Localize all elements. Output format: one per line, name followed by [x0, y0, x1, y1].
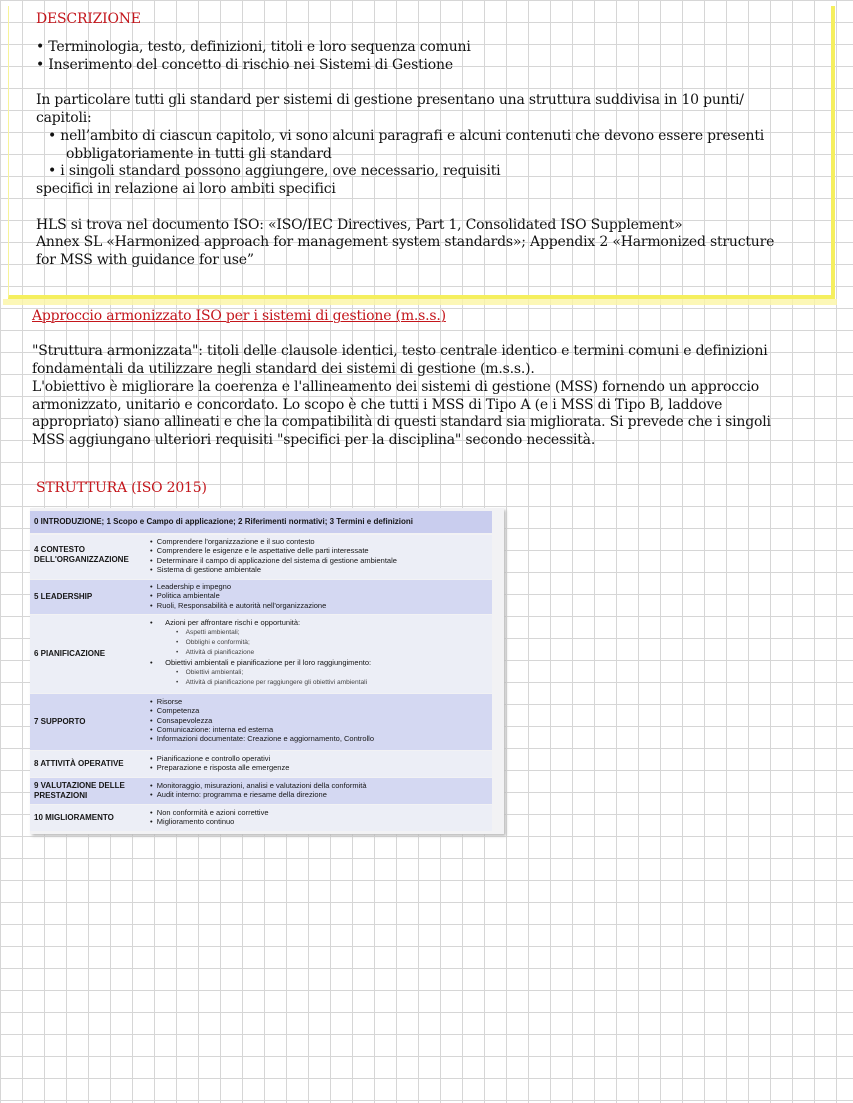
table-header-row	[30, 511, 492, 533]
row-items: • Risorse • Competenza • Consapevolezza • Comunicazione: interna ed esterna • Informazioni documentate: Creazione e aggiornamento, Controllo	[150, 697, 375, 744]
row-item: Sistema di gestione ambientale	[156, 564, 262, 574]
row-items: • Monitoraggio, misurazioni, analisi e valutazioni della conformità • Audit interno: programma e riesame della direzione	[150, 781, 367, 800]
row-item: Monitoraggio, misurazioni, analisi e valutazioni della conformità	[156, 781, 367, 790]
table-row	[30, 615, 492, 693]
row-item: Miglioramento continuo	[156, 817, 235, 827]
row-item: Obblighi e conformità;	[185, 639, 250, 646]
row-item: Audit interno: programma e riesame della direzione	[156, 790, 327, 800]
row-caption: 9 VALUTAZIONE DELLE PRESTAZIONI	[34, 781, 125, 800]
table-row	[30, 751, 492, 777]
row-caption: 6 PIANIFICAZIONE	[34, 649, 106, 658]
row-item: Attività di pianificazione	[185, 649, 255, 656]
table-row	[30, 805, 492, 831]
sub-bullet-item-cont: obbligatoriamente in tutti gli standard	[66, 146, 332, 162]
paragraph-line: specifici in relazione ai loro ambiti specifici	[36, 181, 336, 197]
row-item: Obiettivi ambientali;	[185, 669, 244, 676]
row-items: • Non conformità e azioni correttive • Miglioramento continuo	[150, 808, 269, 827]
row-items: • Comprendere l'organizzazione e il suo contesto • Comprendere le esigenze e le aspettative delle parti interessate • Determinare il campo di applicazione del sistema di gestione ambientale • Sistema di gestione ambientale	[150, 537, 397, 574]
row-caption: 10 MIGLIORAMENTO	[34, 813, 114, 822]
paragraph-line: appropriato) siano allineati e che la compatibilità di questi standard sia migliorata. Si prevede che i singoli	[32, 414, 771, 430]
row-item: Comprendere le esigenze e le aspettative delle parti interessate	[156, 546, 369, 556]
paragraph-line: Annex SL «Harmonized approach for management system standards»; Appendix 2 «Harmonized structure	[36, 234, 775, 250]
structure-table	[30, 508, 504, 834]
row-item: Pianificazione e controllo operativi	[156, 754, 271, 763]
table-row	[30, 778, 492, 804]
bullet-item: • Terminologia, testo, definizioni, titoli e loro sequenza comuni	[36, 39, 471, 55]
row-items: • Leadership e impegno • Politica ambientale • Ruoli, Responsabilità e autorità nell'organizzazione	[150, 582, 327, 610]
row-items: • Azioni per affrontare rischi e opportunità: • Aspetti ambientali; • Obblighi e conformità; • Attività di pianificazione • Obiettivi ambientali e pianificazione per il loro raggiungimento: • Obiettivi ambientali; • Attività di pianificazione per raggiungere gli obiettivi ambientali	[150, 618, 372, 686]
struttura-heading: STRUTTURA (ISO 2015)	[36, 480, 207, 496]
sub-bullet-item: • i singoli standard possono aggiungere, ove necessario, requisiti	[48, 163, 501, 179]
row-item: Azioni per affrontare rischi e opportunità:	[165, 618, 301, 627]
row-caption: 7 SUPPORTO	[34, 717, 86, 726]
header-row-text: 0 INTRODUZIONE; 1 Scopo e Campo di applicazione; 2 Riferimenti normativi; 3 Termini e definizioni	[34, 517, 414, 526]
paragraph-line: armonizzato, unitario e concordato. Lo scopo è che tutti i MSS di Tipo A (e i MSS di Tipo B, laddove	[32, 397, 723, 413]
row-item: Comprendere l'organizzazione e il suo contesto	[156, 537, 315, 546]
row-item: Comunicazione: interna ed esterna	[156, 724, 274, 734]
row-caption: 5 LEADERSHIP	[34, 592, 93, 601]
paragraph-line: HLS si trova nel documento ISO: «ISO/IEC Directives, Part 1, Consolidated ISO Supplement»	[36, 217, 683, 233]
row-item: Informazioni documentate: Creazione e aggiornamento, Controllo	[156, 734, 375, 744]
row-item: Consapevolezza	[156, 715, 213, 725]
paragraph-line: capitoli:	[36, 110, 92, 126]
table-row	[30, 580, 492, 614]
sub-bullet-item: • nell’ambito di ciascun capitolo, vi sono alcuni paragrafi e alcuni contenuti che devono essere presenti	[48, 128, 765, 144]
row-item: Politica ambientale	[156, 591, 220, 601]
descrizione-heading: DESCRIZIONE	[36, 11, 141, 27]
paragraph-line: MSS aggiungano ulteriori requisiti "specifici per la disciplina" secondo necessità.	[32, 432, 596, 448]
row-caption: 4 CONTESTO DELL'ORGANIZZAZIONE	[34, 545, 129, 564]
table-row	[30, 694, 492, 750]
row-item: Determinare il campo di applicazione del sistema di gestione ambientale	[156, 555, 397, 565]
table-row	[30, 535, 492, 579]
row-item: Obiettivi ambientali e pianificazione per il loro raggiungimento:	[165, 658, 372, 667]
row-items: • Pianificazione e controllo operativi • Preparazione e risposta alle emergenze	[150, 754, 290, 773]
row-item: Risorse	[156, 697, 183, 706]
row-item: Preparazione e risposta alle emergenze	[156, 763, 290, 773]
bullet-item: • Inserimento del concetto di rischio nei Sistemi di Gestione	[36, 57, 453, 73]
row-item: Aspetti ambientali;	[185, 629, 240, 636]
paragraph-line: for MSS with guidance for use”	[36, 252, 254, 268]
row-caption: 8 ATTIVITÀ OPERATIVE	[34, 759, 124, 768]
paragraph-line: L'obiettivo è migliorare la coerenza e l'allineamento dei sistemi di gestione (MSS) fornendo un approccio	[32, 379, 759, 395]
row-item: Competenza	[156, 706, 200, 716]
paragraph-line: In particolare tutti gli standard per sistemi di gestione presentano una struttura suddivisa in 10 punti/	[36, 92, 744, 108]
row-item: Leadership e impegno	[156, 582, 232, 591]
paragraph-line: fondamentali da utilizzare negli standard dei sistemi di gestione (m.s.s.).	[32, 361, 535, 377]
row-item: Non conformità e azioni correttive	[156, 808, 269, 817]
paragraph-line: "Struttura armonizzata": titoli delle clausole identici, testo centrale identico e termini comuni e definizioni	[32, 343, 768, 359]
row-item: Ruoli, Responsabilità e autorità nell'organizzazione	[156, 600, 327, 610]
approccio-heading: Approccio armonizzato ISO per i sistemi di gestione (m.s.s.)	[32, 308, 446, 324]
row-item: Attività di pianificazione per raggiungere gli obiettivi ambientali	[185, 679, 368, 686]
